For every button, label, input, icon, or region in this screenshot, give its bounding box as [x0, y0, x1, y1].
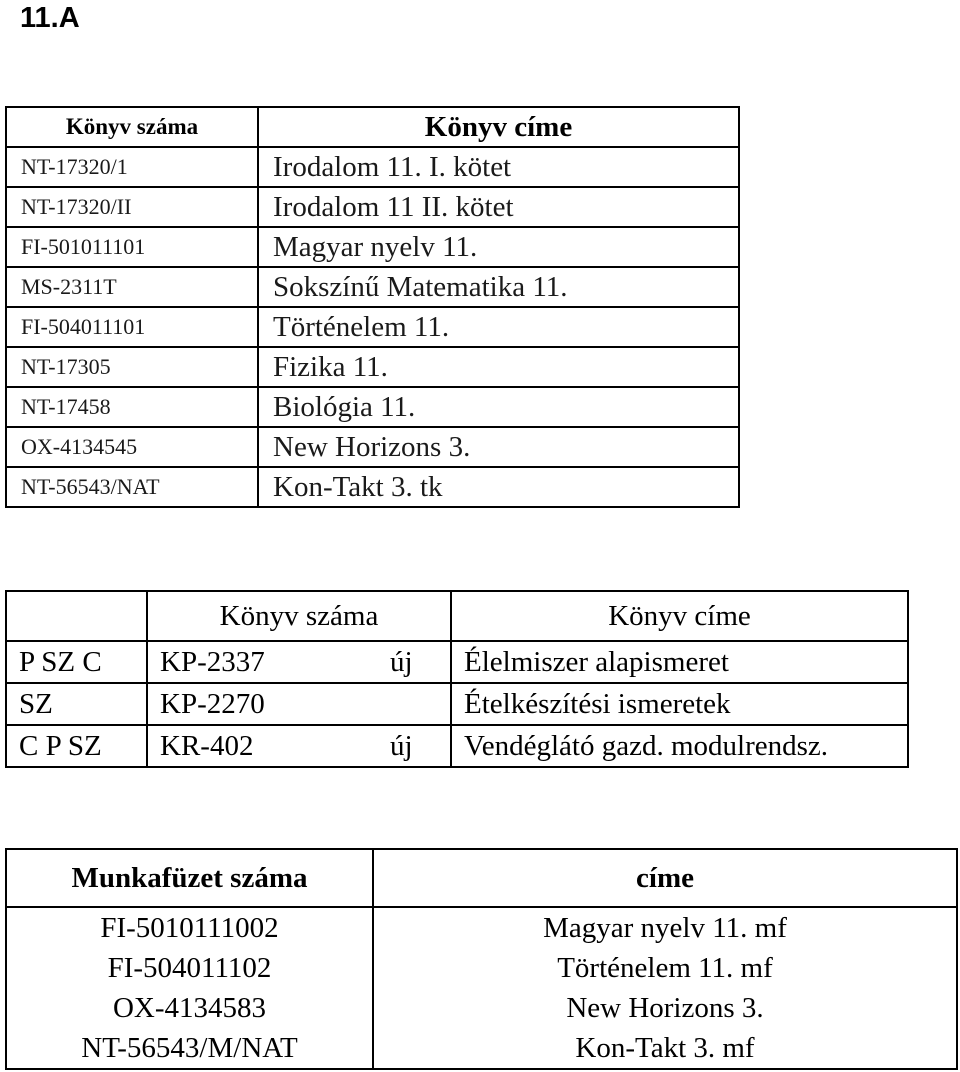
header-book-title: Könyv címe — [451, 591, 908, 641]
book-number-cell: FI-501011101 — [6, 227, 258, 267]
book-title-cell: Történelem 11. — [258, 307, 739, 347]
table-row — [6, 725, 908, 767]
class-heading: 11.A — [20, 2, 80, 34]
workbook-title-cell: Történelem 11. mf — [373, 948, 957, 988]
book-title-cell: Sokszínű Matematika 11. — [258, 267, 739, 307]
table-header-row — [6, 107, 739, 147]
table-row — [6, 683, 908, 725]
header-book-number: Könyv száma — [6, 107, 258, 147]
book-title-cell: Magyar nyelv 11. — [258, 227, 739, 267]
workbook-number-cell: FI-504011102 — [6, 948, 373, 988]
table-row — [6, 147, 739, 187]
type-cell: C P SZ — [6, 725, 147, 767]
book-title-cell: New Horizons 3. — [258, 427, 739, 467]
workbook-title-cell: New Horizons 3. — [373, 988, 957, 1028]
header-book-title: Könyv címe — [258, 107, 739, 147]
book-number-cell: NT-17320/1 — [6, 147, 258, 187]
header-workbook-number: Munkafüzet száma — [6, 849, 373, 907]
workbook-number-cell: NT-56543/M/NAT — [6, 1028, 373, 1069]
book-title-cell: Fizika 11. — [258, 347, 739, 387]
book-title-cell: Biológia 11. — [258, 387, 739, 427]
table-row — [6, 227, 739, 267]
new-flag-cell — [390, 683, 451, 725]
table-row — [6, 187, 739, 227]
table-row — [6, 427, 739, 467]
table-row — [6, 907, 957, 948]
table-row — [6, 948, 957, 988]
book-number-cell: MS-2311T — [6, 267, 258, 307]
workbook-table — [5, 848, 958, 1070]
book-title-cell: Ételkészítési ismeretek — [451, 683, 908, 725]
table-row — [6, 641, 908, 683]
book-title-cell: Irodalom 11 II. kötet — [258, 187, 739, 227]
new-flag-cell: új — [390, 725, 451, 767]
new-flag-cell: új — [390, 641, 451, 683]
book-title-cell: Kon-Takt 3. tk — [258, 467, 739, 507]
table-header-row — [6, 849, 957, 907]
book-title-cell: Irodalom 11. I. kötet — [258, 147, 739, 187]
book-number-cell: OX-4134545 — [6, 427, 258, 467]
textbook-table — [5, 106, 740, 508]
book-title-cell: Élelmiszer alapismeret — [451, 641, 908, 683]
book-title-cell: Vendéglátó gazd. modulrendsz. — [451, 725, 908, 767]
table-row — [6, 467, 739, 507]
header-workbook-title: címe — [373, 849, 957, 907]
type-cell: P SZ C — [6, 641, 147, 683]
table-header-row — [6, 591, 908, 641]
table-row — [6, 387, 739, 427]
book-number-cell: KP-2337 — [147, 641, 390, 683]
vocational-book-table — [5, 590, 909, 768]
header-type — [6, 591, 147, 641]
workbook-number-cell: FI-5010111002 — [6, 907, 373, 948]
workbook-title-cell: Magyar nyelv 11. mf — [373, 907, 957, 948]
book-number-cell: NT-56543/NAT — [6, 467, 258, 507]
header-book-number: Könyv száma — [147, 591, 451, 641]
table-row — [6, 307, 739, 347]
book-number-cell: NT-17458 — [6, 387, 258, 427]
workbook-number-cell: OX-4134583 — [6, 988, 373, 1028]
book-number-cell: FI-504011101 — [6, 307, 258, 347]
workbook-title-cell: Kon-Takt 3. mf — [373, 1028, 957, 1069]
type-cell: SZ — [6, 683, 147, 725]
book-number-cell: KR-402 — [147, 725, 390, 767]
table-row — [6, 1028, 957, 1069]
book-number-cell: KP-2270 — [147, 683, 390, 725]
table-row — [6, 988, 957, 1028]
book-number-cell: NT-17320/II — [6, 187, 258, 227]
table-row — [6, 347, 739, 387]
table-row — [6, 267, 739, 307]
book-number-cell: NT-17305 — [6, 347, 258, 387]
